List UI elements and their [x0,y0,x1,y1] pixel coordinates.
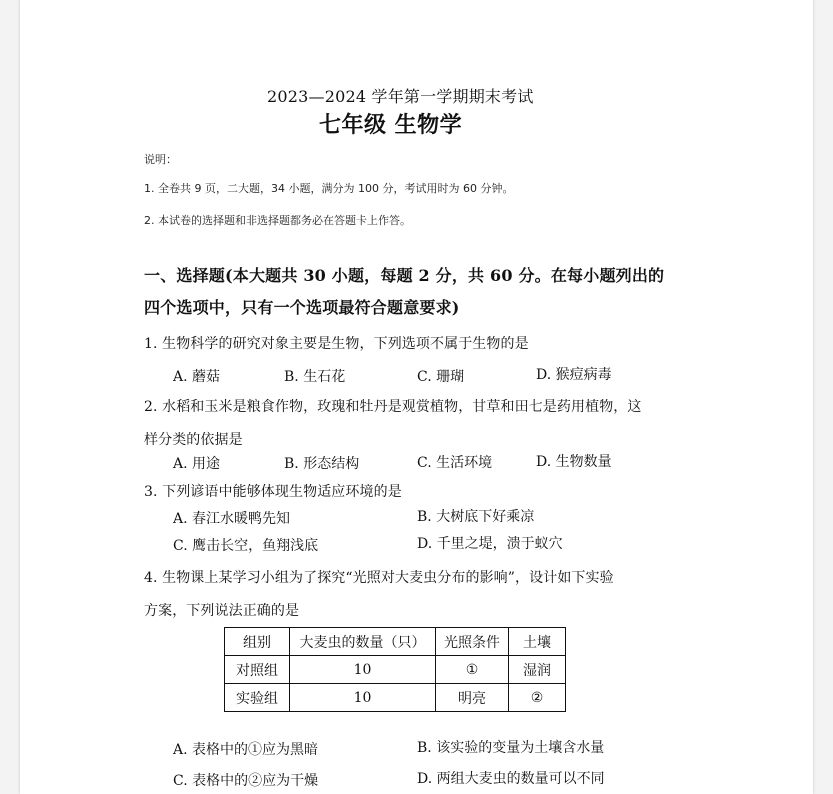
question-2-stem-line-2: 样分类的依据是 [144,432,243,448]
q3-option-c: C. 鹰击长空，鱼翔浅底 [173,538,319,554]
table-row [225,656,566,684]
q3-option-d: D. 千里之堤，溃于蚁穴 [417,536,563,552]
instructions-heading: 说明： [144,153,177,166]
q1-option-c: C. 珊瑚 [417,369,465,385]
section-title-line-2: 四个选项中，只有一个选项最符合题意要求) [144,298,460,317]
q3-option-a: A. 春江水暖鸭先知 [173,511,291,527]
q4-option-b: B. 该实验的变量为土壤含水量 [417,740,605,756]
q2-option-a: A. 用途 [173,456,221,472]
q1-option-a: A. 蘑菇 [173,369,221,385]
q2-option-c: C. 生活环境 [417,455,493,471]
instruction-item-2: 2. 本试卷的选择题和非选择题都务必在答题卡上作答。 [144,214,411,227]
instruction-item-1: 1. 全卷共 9 页，二大题，34 小题，满分为 100 分，考试用时为 60 分钟。 [144,182,514,195]
table-row [225,684,566,712]
table-header-cell: 大麦虫的数量（只） [290,628,436,656]
q1-option-b: B. 生石花 [284,369,346,385]
subject-title: 七年级 生物学 [319,112,463,138]
table-header-cell: 土壤 [509,628,566,656]
question-2-stem-line-1: 2. 水稻和玉米是粮食作物，玫瑰和牡丹是观赏植物，甘草和田七是药用植物，这 [144,399,642,415]
table-cell: 实验组 [225,684,290,712]
table-cell: 明亮 [436,684,509,712]
q4-option-c: C. 表格中的②应为干燥 [173,773,319,789]
exam-title: 2023—2024 学年第一学期期末考试 [267,87,534,106]
question-4-stem-line-1: 4. 生物课上某学习小组为了探究“光照对大麦虫分布的影响”，设计如下实验 [144,570,614,586]
table-cell: 10 [290,684,436,712]
table-cell: ① [436,656,509,684]
table-header-row [225,628,566,656]
q3-option-b: B. 大树底下好乘凉 [417,509,535,525]
question-4-stem-line-2: 方案，下列说法正确的是 [144,603,300,619]
table-header-cell: 光照条件 [436,628,509,656]
q1-option-d: D. 猴痘病毒 [536,367,612,383]
experiment-table [224,627,566,712]
table-cell: 湿润 [509,656,566,684]
table-cell: ② [509,684,566,712]
question-3-stem: 3. 下列谚语中能够体现生物适应环境的是 [144,484,402,500]
section-title-line-1: 一、选择题(本大题共 30 小题，每题 2 分，共 60 分。在每小题列出的 [144,266,665,285]
q2-option-b: B. 形态结构 [284,456,360,472]
q2-option-d: D. 生物数量 [536,454,612,470]
table-header-cell: 组别 [225,628,290,656]
exam-page [20,0,813,794]
table-cell: 10 [290,656,436,684]
question-1-stem: 1. 生物科学的研究对象主要是生物，下列选项不属于生物的是 [144,336,529,352]
q4-option-d: D. 两组大麦虫的数量可以不同 [417,771,605,787]
table-cell: 对照组 [225,656,290,684]
q4-option-a: A. 表格中的①应为黑暗 [173,742,319,758]
